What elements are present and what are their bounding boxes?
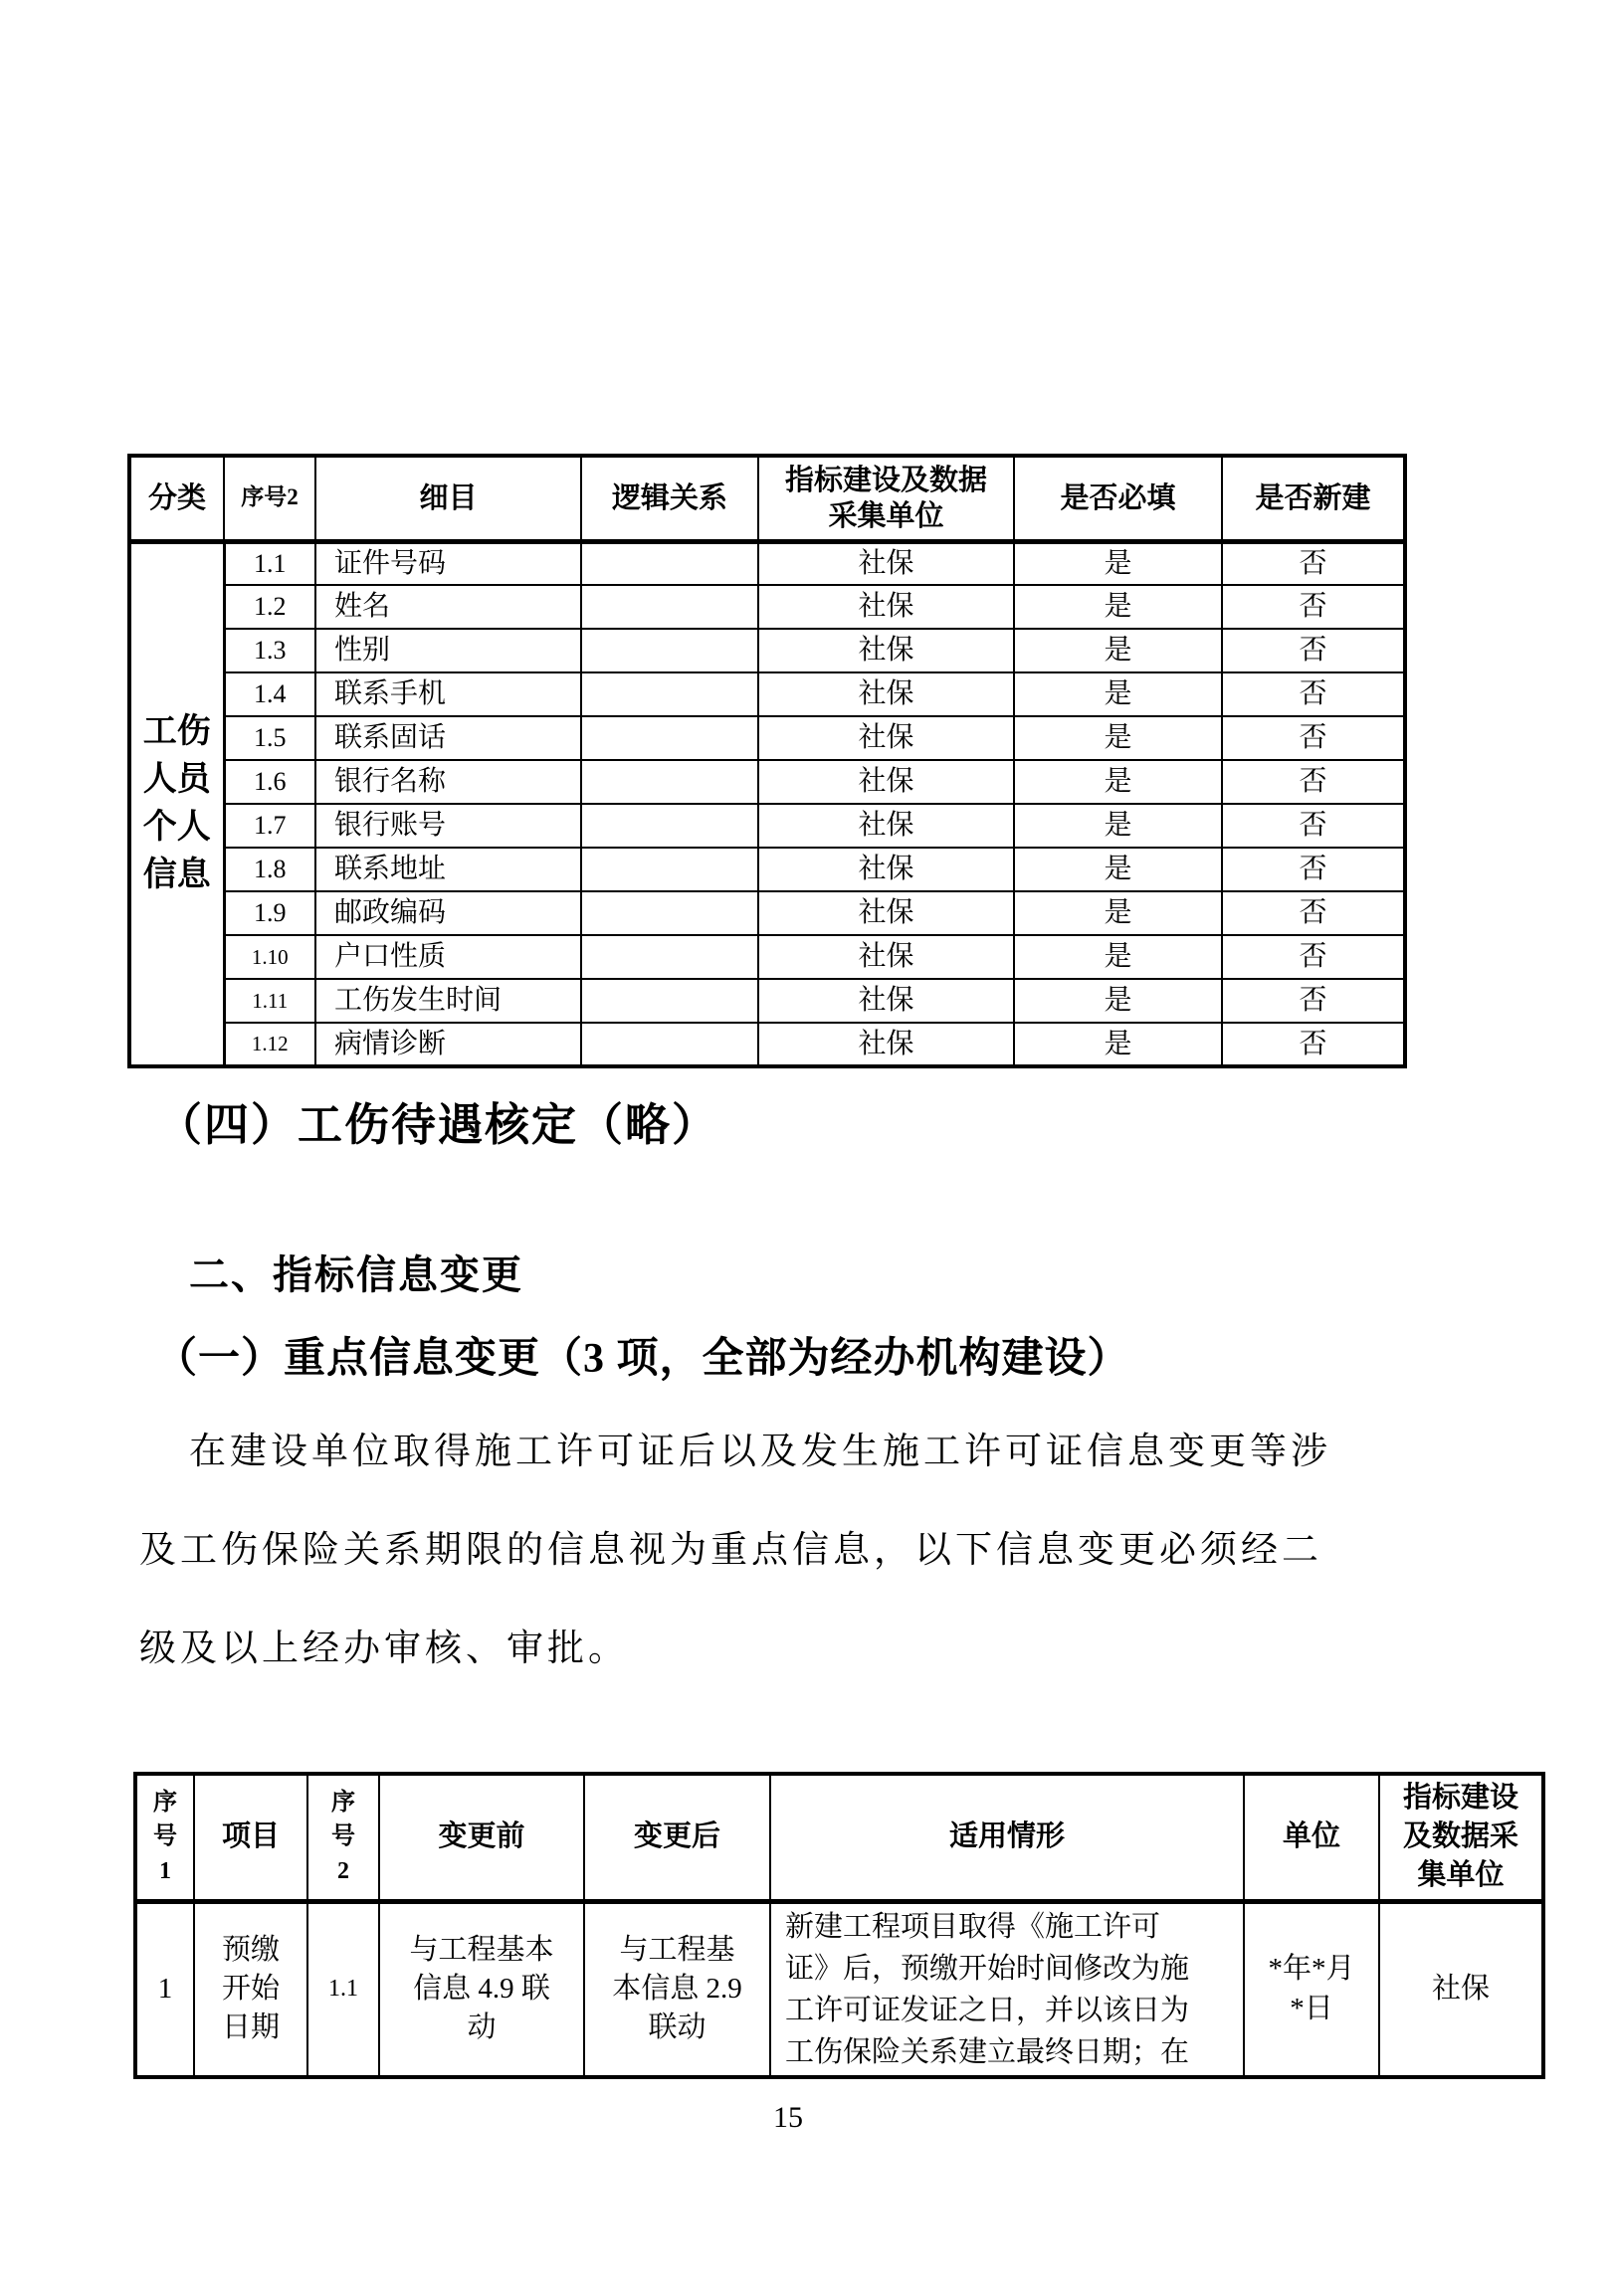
after-line: 与工程基 [619, 1933, 735, 1966]
t1-unit-cell: 社保 [758, 979, 1014, 1023]
scenario-line: 新建工程项目取得《施工许可 [785, 1910, 1161, 1943]
t1-required-cell: 是 [1014, 935, 1222, 979]
t1-logic-cell [581, 891, 758, 935]
t2-header-no2-line: 2 [337, 1858, 349, 1885]
t2-no1-cell: 1 [135, 1901, 194, 2077]
t1-unit-cell: 社保 [758, 804, 1014, 848]
table-row [129, 629, 1405, 672]
t1-header-item: 细目 [315, 456, 581, 541]
table-row [135, 1901, 1543, 2077]
t1-isnew-cell: 否 [1222, 541, 1405, 585]
t1-category-cell [129, 541, 224, 1066]
t1-unit-cell: 社保 [758, 716, 1014, 760]
t1-required-cell: 是 [1014, 1023, 1222, 1066]
t1-isnew-cell: 否 [1222, 760, 1405, 804]
t1-isnew-cell: 否 [1222, 585, 1405, 629]
unit-line: *年*月 [1268, 1953, 1355, 1986]
t1-item-cell: 性别 [315, 629, 581, 672]
scenario-line: 工伤保险关系建立最终日期；在 [785, 2035, 1190, 2068]
page-number: 15 [773, 2101, 803, 2134]
t1-required-cell: 是 [1014, 541, 1222, 585]
t1-header-no2: 序号2 [224, 456, 315, 541]
category-line: 信息 [142, 857, 211, 894]
t1-item-cell: 姓名 [315, 585, 581, 629]
t1-logic-cell [581, 848, 758, 891]
t2-header-no1-line: 1 [159, 1858, 171, 1885]
t2-unit-cell [1244, 1901, 1379, 2077]
t1-required-cell: 是 [1014, 760, 1222, 804]
t2-header-project: 项目 [194, 1774, 307, 1901]
t1-no-cell: 1.2 [224, 585, 315, 629]
t1-item-cell: 病情诊断 [315, 1023, 581, 1066]
t1-logic-cell [581, 672, 758, 716]
t2-project-cell [194, 1901, 307, 2077]
t1-no-cell: 1.1 [224, 541, 315, 585]
t1-no-cell: 1.5 [224, 716, 315, 760]
t1-isnew-cell: 否 [1222, 1023, 1405, 1066]
table-row [129, 848, 1405, 891]
t2-scenario-cell [770, 1901, 1244, 2077]
t1-required-cell: 是 [1014, 848, 1222, 891]
t1-item-cell: 联系固话 [315, 716, 581, 760]
t2-header-no1-line: 序 [153, 1789, 177, 1816]
t1-no-cell: 1.9 [224, 891, 315, 935]
t1-logic-cell [581, 804, 758, 848]
t1-header-builder-line2: 采集单位 [828, 499, 944, 532]
project-line: 日期 [221, 2011, 280, 2044]
t1-header-builder-line1: 指标建设及数据 [784, 464, 987, 496]
t1-item-cell: 银行账号 [315, 804, 581, 848]
t1-unit-cell: 社保 [758, 760, 1014, 804]
project-line: 预缴 [221, 1933, 280, 1966]
t1-no-cell: 1.3 [224, 629, 315, 672]
table-row [129, 979, 1405, 1023]
t1-isnew-cell: 否 [1222, 716, 1405, 760]
t2-header-no2 [307, 1774, 379, 1901]
t1-item-cell: 联系手机 [315, 672, 581, 716]
t1-unit-cell: 社保 [758, 1023, 1014, 1066]
t1-header-builder [758, 456, 1014, 541]
t1-unit-cell: 社保 [758, 891, 1014, 935]
t1-header-isnew: 是否新建 [1222, 456, 1405, 541]
t2-header-before: 变更前 [379, 1774, 584, 1901]
personal-info-indicator-table [127, 454, 1407, 1068]
t1-isnew-cell: 否 [1222, 848, 1405, 891]
category-line: 个人 [142, 809, 211, 847]
t2-header-no1 [135, 1774, 194, 1901]
t1-item-cell: 工伤发生时间 [315, 979, 581, 1023]
table-row [129, 585, 1405, 629]
t1-required-cell: 是 [1014, 585, 1222, 629]
t1-no-cell: 1.6 [224, 760, 315, 804]
t1-logic-cell [581, 716, 758, 760]
t1-logic-cell [581, 935, 758, 979]
t2-header-after: 变更后 [584, 1774, 770, 1901]
t1-isnew-cell: 否 [1222, 891, 1405, 935]
t2-before-cell [379, 1901, 584, 2077]
t1-item-cell: 邮政编码 [315, 891, 581, 935]
t1-required-cell: 是 [1014, 629, 1222, 672]
t2-header-no2-line: 号 [331, 1823, 355, 1850]
t1-item-cell: 证件号码 [315, 541, 581, 585]
table-row [129, 891, 1405, 935]
after-line: 本信息 2.9 [612, 1973, 742, 2006]
t2-header-builder-line: 集单位 [1417, 1859, 1505, 1892]
t1-no-cell: 1.11 [224, 979, 315, 1023]
t1-required-cell: 是 [1014, 716, 1222, 760]
t1-item-cell: 银行名称 [315, 760, 581, 804]
t1-header-logic: 逻辑关系 [581, 456, 758, 541]
t1-isnew-cell: 否 [1222, 804, 1405, 848]
t2-header-no2-line: 序 [331, 1789, 355, 1816]
t1-isnew-cell: 否 [1222, 935, 1405, 979]
t2-header-builder [1379, 1774, 1543, 1901]
t1-logic-cell [581, 1023, 758, 1066]
heading-section2: 二、指标信息变更 [189, 1252, 523, 1297]
t1-no-cell: 1.12 [224, 1023, 315, 1066]
t2-no2-cell: 1.1 [307, 1901, 379, 2077]
category-line: 工伤 [142, 713, 211, 751]
t1-no-cell: 1.10 [224, 935, 315, 979]
t1-logic-cell [581, 979, 758, 1023]
table-row [129, 760, 1405, 804]
before-line: 与工程基本 [409, 1933, 554, 1966]
t1-unit-cell: 社保 [758, 935, 1014, 979]
t2-header-builder-line: 及数据采 [1402, 1820, 1518, 1853]
t1-isnew-cell: 否 [1222, 672, 1405, 716]
before-line: 信息 4.9 联 [413, 1973, 550, 2006]
t1-no-cell: 1.4 [224, 672, 315, 716]
t2-header-no1-line: 号 [153, 1823, 177, 1850]
paragraph-line: 级及以上经办审核、审批。 [139, 1628, 629, 1669]
table-row [129, 541, 1405, 585]
paragraph-line: 在建设单位取得施工许可证后以及发生施工许可证信息变更等涉 [189, 1432, 1331, 1472]
t1-isnew-cell: 否 [1222, 979, 1405, 1023]
t1-required-cell: 是 [1014, 979, 1222, 1023]
t1-item-cell: 户口性质 [315, 935, 581, 979]
t2-header-unit: 单位 [1244, 1774, 1379, 1901]
t1-logic-cell [581, 541, 758, 585]
before-line: 动 [467, 2011, 497, 2044]
t1-logic-cell [581, 629, 758, 672]
t1-no-cell: 1.8 [224, 848, 315, 891]
t2-builder-cell: 社保 [1379, 1901, 1543, 2077]
scenario-line: 证》后，预缴开始时间修改为施 [785, 1952, 1190, 1985]
t1-unit-cell: 社保 [758, 848, 1014, 891]
t1-required-cell: 是 [1014, 891, 1222, 935]
key-info-change-table [133, 1772, 1545, 2079]
paragraph-line: 及工伤保险关系期限的信息视为重点信息，以下信息变更必须经二 [139, 1530, 1322, 1571]
table-row [129, 804, 1405, 848]
body-paragraph [139, 1421, 1331, 1716]
t1-logic-cell [581, 760, 758, 804]
unit-line: *日 [1290, 1992, 1333, 2024]
table-row [129, 1023, 1405, 1066]
t1-unit-cell: 社保 [758, 629, 1014, 672]
t1-isnew-cell: 否 [1222, 629, 1405, 672]
t1-unit-cell: 社保 [758, 585, 1014, 629]
table-row [129, 935, 1405, 979]
t2-header-builder-line: 指标建设 [1402, 1782, 1518, 1815]
t1-header-row [129, 456, 1405, 541]
t2-header-scenario: 适用情形 [770, 1774, 1244, 1901]
t1-header-required: 是否必填 [1014, 456, 1222, 541]
t2-header-row [135, 1774, 1543, 1901]
heading-subsection1: （一）重点信息变更（3 项，全部为经办机构建设） [155, 1336, 1130, 1382]
t1-item-cell: 联系地址 [315, 848, 581, 891]
scenario-line: 工许可证发证之日，并以该日为 [785, 1994, 1190, 2026]
t1-unit-cell: 社保 [758, 541, 1014, 585]
table-row [129, 672, 1405, 716]
t1-no-cell: 1.7 [224, 804, 315, 848]
project-line: 开始 [221, 1973, 280, 2006]
t1-header-category: 分类 [129, 456, 224, 541]
after-line: 联动 [648, 2011, 707, 2044]
category-line: 人员 [142, 761, 211, 799]
t1-unit-cell: 社保 [758, 672, 1014, 716]
heading-section4: （四）工伤待遇核定（略） [157, 1100, 719, 1150]
t1-logic-cell [581, 585, 758, 629]
t1-required-cell: 是 [1014, 804, 1222, 848]
table-row [129, 716, 1405, 760]
t1-required-cell: 是 [1014, 672, 1222, 716]
t2-after-cell [584, 1901, 770, 2077]
